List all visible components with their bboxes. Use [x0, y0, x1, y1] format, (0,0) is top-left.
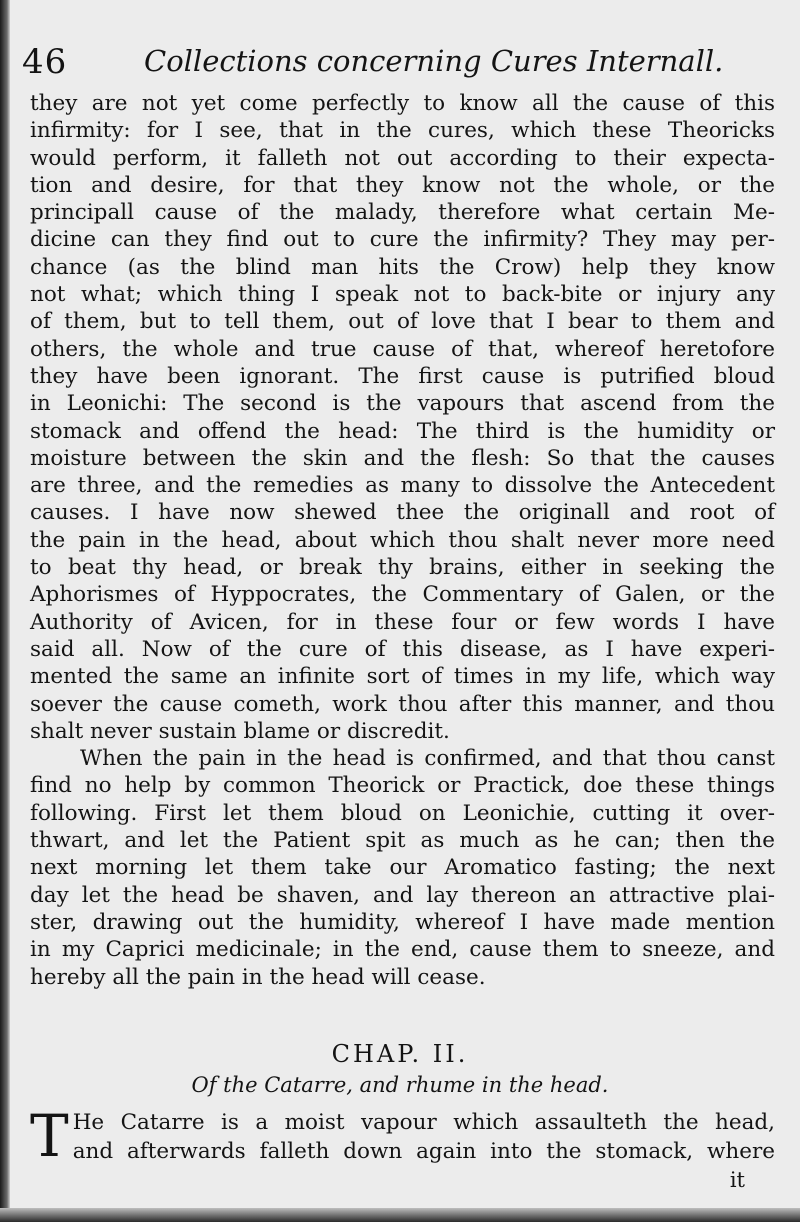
chapter-body	[30, 1102, 775, 1170]
paragraph-2	[30, 745, 775, 991]
catchword: it	[729, 1168, 745, 1192]
text-line: ster, drawing out the humidity, whereof I have made mention	[30, 909, 775, 935]
text-line: principall cause of the malady, therefore what certain Me-	[30, 200, 775, 226]
text-line: and afterwards falleth down again into the stomack, where	[72, 1139, 775, 1164]
text-line: He Catarre is a moist vapour which assaulteth the head,	[72, 1110, 775, 1135]
text-line: others, the whole and true cause of that, whereof heretofore	[30, 336, 775, 362]
text-line: in my Caprici medicinale; in the end, cause them to sneeze, and	[30, 937, 775, 963]
text-line: would perform, it falleth not out according to their expecta-	[30, 145, 775, 171]
text-line: infirmity: for I see, that in the cures, which these Theoricks	[30, 118, 775, 144]
text-line: thwart, and let the Patient spit as much as he can; then the	[30, 828, 775, 854]
text-line: Authority of Avicen, for in these four or few words I have	[30, 609, 775, 635]
text-line: they have been ignorant. The first cause is putrified bloud	[30, 363, 775, 389]
text-line: mented the same an infinite sort of times in my life, which way	[30, 664, 775, 690]
page-number: 46	[22, 42, 68, 82]
text-line: stomack and offend the head: The third is the humidity or	[30, 418, 775, 444]
text-line: dicine can they find out to cure the infirmity? They may per-	[30, 227, 775, 253]
text-line: not what; which thing I speak not to back-bite or injury any	[30, 282, 775, 308]
text-line: to beat thy head, or break thy brains, either in seeking the	[30, 555, 775, 581]
text-line: moisture between the skin and the flesh: So that the causes	[30, 445, 775, 471]
text-line: Aphorismes of Hyppocrates, the Commentary of Galen, or the	[30, 582, 775, 608]
text-line: hereby all the pain in the head will cease.	[30, 964, 486, 990]
page-bottom-shadow	[0, 1208, 800, 1222]
text-line: causes. I have now shewed thee the originall and root of	[30, 500, 775, 526]
text-line: find no help by common Theorick or Practick, doe these things	[30, 773, 775, 799]
text-line: next morning let them take our Aromatico fasting; the next	[30, 855, 775, 881]
main-text	[30, 90, 775, 991]
text-line: of them, but to tell them, out of love that I bear to them and	[30, 309, 775, 335]
text-line: in Leonichi: The second is the vapours that ascend from the	[30, 391, 775, 417]
text-line: day let the head be shaven, and lay thereon an attractive plai-	[30, 882, 775, 908]
text-line: the pain in the head, about which thou shalt never more need	[30, 527, 775, 553]
running-title: Collections concerning Cures Internall.	[144, 44, 724, 78]
text-line: chance (as the blind man hits the Crow) help they know	[30, 254, 775, 280]
text-line: When the pain in the head is confirmed, and that thou canst	[80, 746, 775, 772]
text-line: shalt never sustain blame or discredit.	[30, 718, 450, 744]
chapter-heading: CHAP. II.	[331, 1040, 469, 1068]
page-spine-shadow	[0, 0, 10, 1222]
text-line: soever the cause cometh, work thou after this manner, and thou	[30, 691, 775, 717]
chapter-title: Of the Catarre, and rhume in the head.	[191, 1073, 609, 1097]
drop-cap: T	[30, 1102, 69, 1170]
paragraph-1	[30, 90, 775, 745]
page-header	[22, 38, 762, 94]
text-line: following. First let them bloud on Leonichie, cutting it over-	[30, 800, 775, 826]
text-line: said all. Now of the cure of this disease, as I have experi-	[30, 636, 775, 662]
text-line: are three, and the remedies as many to dissolve the Antecedent	[30, 473, 775, 499]
text-line: tion and desire, for that they know not the whole, or the	[30, 172, 775, 198]
text-line: they are not yet come perfectly to know all the cause of this	[30, 91, 775, 116]
